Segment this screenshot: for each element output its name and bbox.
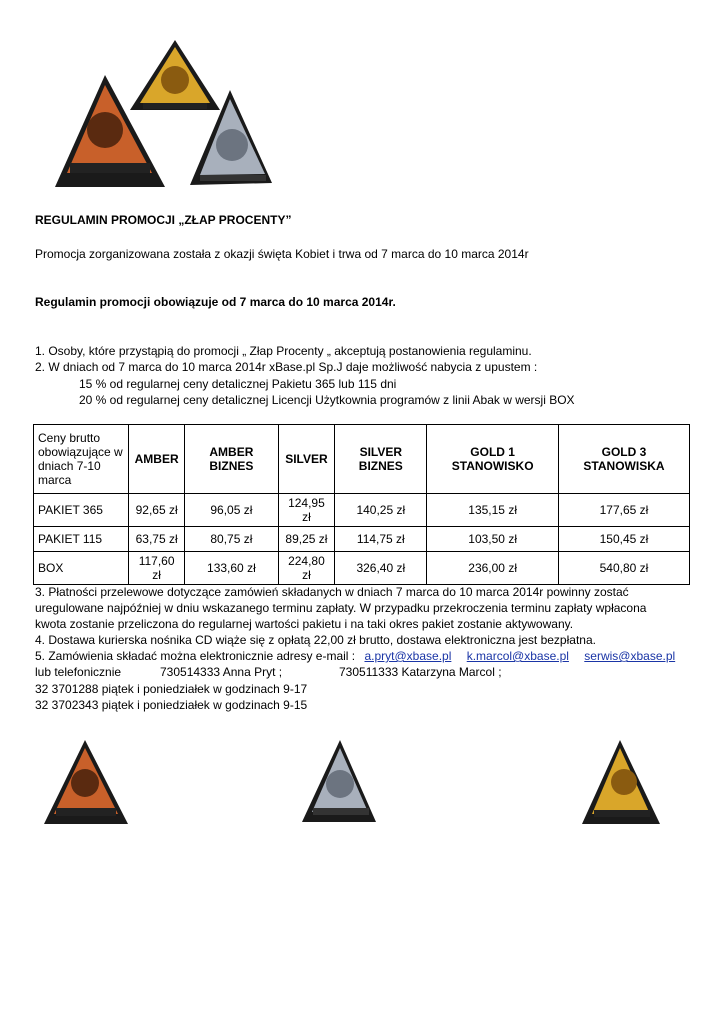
hours-line-1: 32 3701288 piątek i poniedziałek w godzinach 9-17 xyxy=(35,682,308,696)
table-header: SILVER BIZNES xyxy=(335,425,427,494)
phone-line xyxy=(35,664,121,680)
gold-box-footer-image xyxy=(578,738,663,830)
phone-1: 730514333 Anna Pryt ; xyxy=(160,665,283,679)
table-header: AMBER BIZNES xyxy=(185,425,278,494)
rule-2: 2. W dniach od 7 marca do 10 marca 2014r xBase.pl Sp.J daje możliwość nabycia z upustem : xyxy=(35,360,538,374)
rule-3-line-1: 3. Płatności przelewowe dotyczące zamówień składanych w dniach 7 marca do 10 marca 2014r powinny zostać xyxy=(35,585,629,599)
amber-box-footer-image xyxy=(40,738,135,828)
email-link-pryt[interactable]: a.pryt@xbase.pl xyxy=(364,649,452,663)
row-label: PAKIET 365 xyxy=(34,494,129,527)
product-boxes-image xyxy=(40,35,280,195)
rule-2b: 20 % od regularnej ceny detalicznej Licencji Użytkownia programów z linii Abak w wersji BOX xyxy=(79,393,575,407)
table-row xyxy=(34,527,690,552)
gold-box-icon xyxy=(130,40,220,110)
validity-text: Regulamin promocji obowiązuje od 7 marca do 10 marca 2014r. xyxy=(35,295,396,309)
price-cell: 236,00 zł xyxy=(427,552,559,585)
table-header: AMBER xyxy=(129,425,185,494)
row-label: PAKIET 115 xyxy=(34,527,129,552)
hours-line-2: 32 3702343 piątek i poniedziałek w godzinach 9-15 xyxy=(35,698,308,712)
phone-2: 730511333 Katarzyna Marcol ; xyxy=(339,665,502,679)
price-cell: 150,45 zł xyxy=(558,527,689,552)
price-cell: 540,80 zł xyxy=(558,552,689,585)
rule-3-line-2: uregulowane najpóźniej w dniu wskazanego terminu zapłaty. W przypadku przekroczenia terminu zapłaty wpłacona xyxy=(35,601,647,615)
rule-4: 4. Dostawa kurierska nośnika CD wiąże się z opłatą 22,00 zł brutto, dostawa elektroniczna jest bezpłatna. xyxy=(35,633,596,647)
price-cell: 92,65 zł xyxy=(129,494,185,527)
price-cell: 326,40 zł xyxy=(335,552,427,585)
table-header: SILVER xyxy=(278,425,335,494)
table-header: GOLD 1 STANOWISKO xyxy=(427,425,559,494)
phone-prefix: lub telefonicznie xyxy=(35,665,122,679)
row-label: BOX xyxy=(34,552,129,585)
rule-5-prefix: 5. Zamówienia składać można elektronicznie adresy e-mail : xyxy=(35,649,356,663)
price-cell: 224,80 zł xyxy=(278,552,335,585)
table-corner-header: Ceny brutto obowiązujące w dniach 7-10 marca xyxy=(34,425,129,494)
page-title: REGULAMIN PROMOCJI „ZŁAP PROCENTY” xyxy=(35,213,292,227)
price-cell: 140,25 zł xyxy=(335,494,427,527)
rule-5 xyxy=(35,648,675,664)
table-header: GOLD 3 STANOWISKA xyxy=(558,425,689,494)
rule-1: 1. Osoby, które przystąpią do promocji „ Złap Procenty „ akceptują postanowienia regulaminu. xyxy=(35,344,532,358)
table-row xyxy=(34,494,690,527)
price-cell: 103,50 zł xyxy=(427,527,559,552)
price-cell: 63,75 zł xyxy=(129,527,185,552)
price-cell: 124,95 zł xyxy=(278,494,335,527)
price-cell: 133,60 zł xyxy=(185,552,278,585)
price-cell: 80,75 zł xyxy=(185,527,278,552)
price-cell: 89,25 zł xyxy=(278,527,335,552)
rule-3-line-3: kwota zostanie przeliczona do regularnej wartości pakietu i na taki okres pakiet zostanie aktywowany. xyxy=(35,617,574,631)
intro-text: Promocja zorganizowana została z okazji święta Kobiet i trwa od 7 marca do 10 marca 2014r xyxy=(35,247,529,261)
price-cell: 96,05 zł xyxy=(185,494,278,527)
table-row xyxy=(34,552,690,585)
price-cell: 114,75 zł xyxy=(335,527,427,552)
rule-2a: 15 % od regularnej ceny detalicznej Pakietu 365 lub 115 dni xyxy=(79,377,397,391)
price-cell: 117,60 zł xyxy=(129,552,185,585)
silver-box-footer-image xyxy=(298,738,378,828)
price-table xyxy=(33,424,690,585)
email-link-serwis[interactable]: serwis@xbase.pl xyxy=(584,649,676,663)
email-link-marcol[interactable]: k.marcol@xbase.pl xyxy=(466,649,569,663)
price-cell: 177,65 zł xyxy=(558,494,689,527)
price-cell: 135,15 zł xyxy=(427,494,559,527)
